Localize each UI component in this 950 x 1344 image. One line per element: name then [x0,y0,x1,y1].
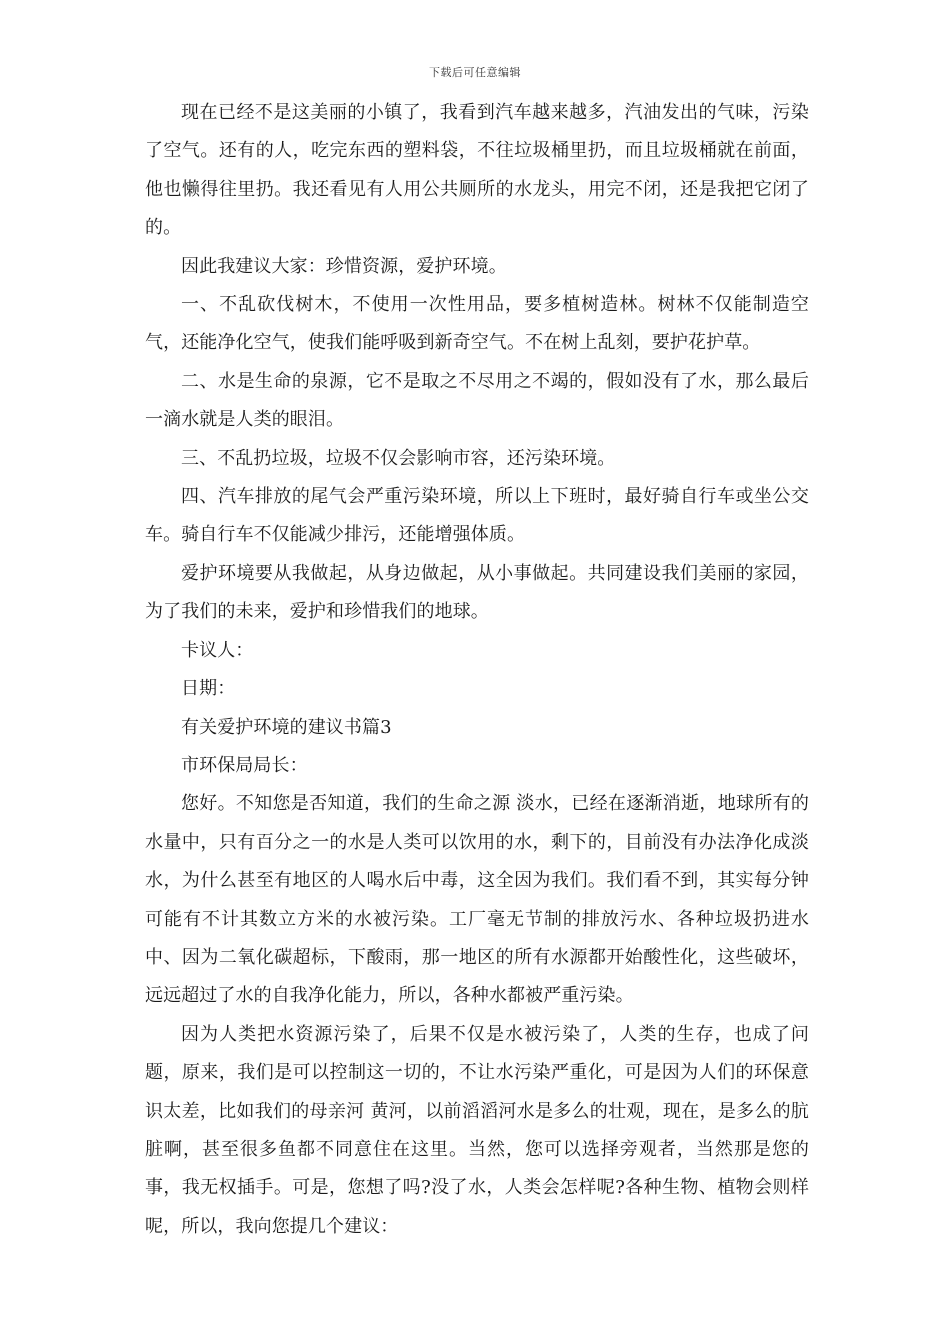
paragraph-town-pollution: 现在已经不是这美丽的小镇了，我看到汽车越来越多，汽油发出的气味，污染了空气。还有的人，吃完东西的塑料袋，不往垃圾桶里扔，而且垃圾桶就在前面，他也懒得往里扔。我还看见有人用公共厕所的水龙头，用完不闭，还是我把它闭了的。 [145,102,809,239]
section-title: 有关爱护环境的建议书篇3 [181,716,392,738]
paragraph-suggestion-intro: 因此我建议大家：珍惜资源，爱护环境。 [181,255,507,277]
letter-salutation: 市环保局局长： [181,754,308,776]
paragraph-call-to-action: 爱护环境要从我做起，从身边做起，从小事做起。共同建设我们美丽的家园，为了我们的未来，爱护和珍惜我们的地球。 [145,562,809,623]
signature-date: 日期： [181,678,236,700]
paragraph-point-two: 二、水是生命的泉源，它不是取之不尽用之不竭的，假如没有了水，那么最后一滴水就是人类的眼泪。 [145,370,809,431]
paragraph-point-three: 三、不乱扔垃圾，垃圾不仅会影响市容，还污染环境。 [181,447,616,469]
paragraph-point-four: 四、汽车排放的尾气会严重污染环境，所以上下班时，最好骑自行车或坐公交车。骑自行车不仅能减少排污，还能增强体质。 [145,486,809,546]
paragraph-water-source: 您好。不知您是否知道，我们的生命之源 淡水，已经在逐渐消逝，地球所有的水量中，只有百分之一的水是人类可以饮用的水，剩下的，目前没有办法净化成淡水，为什么甚至有地区的人喝水后中毒，这全因为我们。我们看不到，其实每分钟可能有不计其数立方米的水被污染。工厂毫无节制的排放污水、各种垃圾扔进水中、因为二氧化碳超标，下酸雨，那一地区的所有水源都开始酸性化，这些破坏，远远超过了水的自我净化能力，所以，各种水都被严重污染。 [145,793,809,1007]
paragraph-water-consequences: 因为人类把水资源污染了，后果不仅是水被污染了，人类的生存，也成了问题，原来，我们是可以控制这一切的，不让水污染严重化，可是因为人们的环保意识太差，比如我们的母亲河 黄河，以前滔滔河水是多么的壮观，现在，是多么的肮脏啊，甚至很多鱼都不同意住在这里。当然，您可以选择旁观者，当然那是您的事，我无权插手。可是，您想了吗?没了水，人类会怎样呢?各种生物、植物会则样呢，所以，我向您提几个建议： [145,1023,809,1237]
signature-proposer: 卡议人： [181,639,254,661]
document-body [145,94,809,1246]
paragraph-point-one: 一、不乱砍伐树木，不使用一次性用品，要多植树造林。树林不仅能制造空气，还能净化空气，使我们能呼吸到新奇空气。不在树上乱刻，要护花护草。 [145,294,809,354]
page-header: 下载后可任意编辑 [429,66,521,79]
